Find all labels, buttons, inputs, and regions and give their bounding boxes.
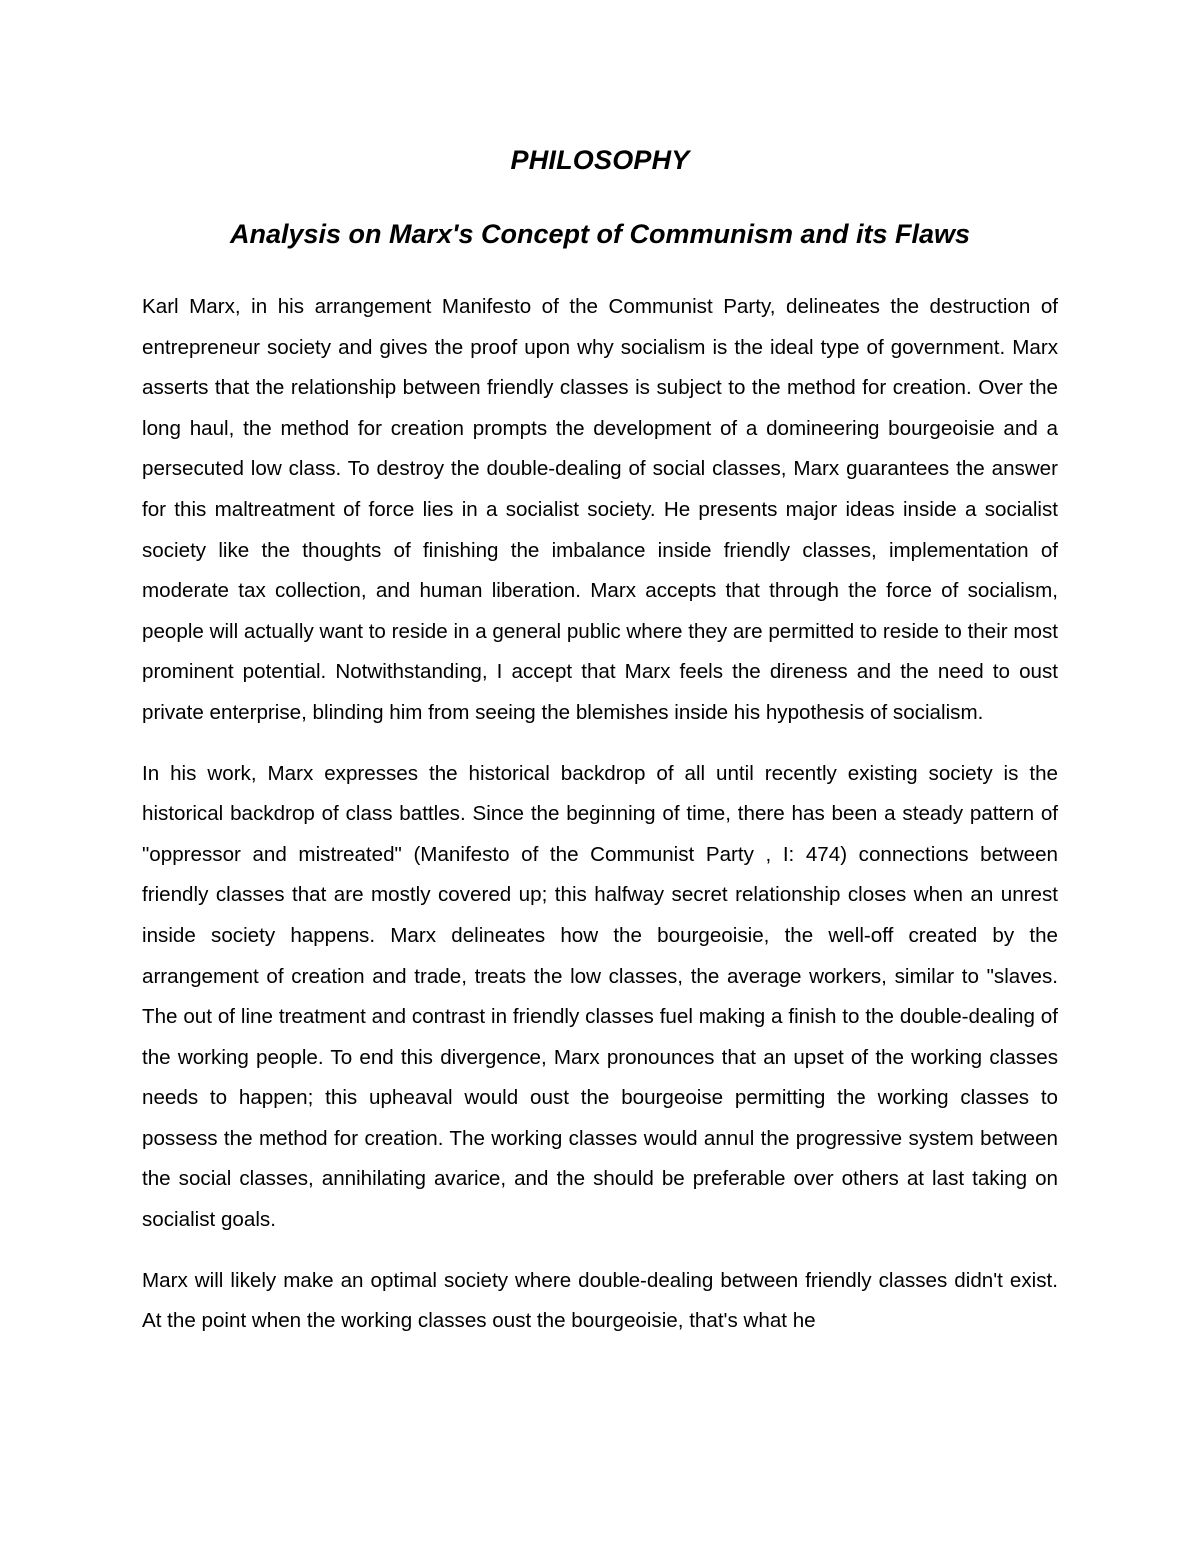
paragraph-1: Karl Marx, in his arrangement Manifesto of the Communist Party, delineates the destruction of entrepreneur society and gives the proof upon why socialism is the ideal type of government. Marx asserts that the relationship between friendly classes is subject to the method for creation. Over the long haul, the method for creation prompts the development of a domineering bourgeoisie and a persecuted low class. To destroy the double-dealing of social classes, Marx guarantees the answer for this maltreatment of force lies in a socialist society. He presents major ideas inside a socialist society like the thoughts of finishing the imbalance inside friendly classes, implementation of moderate tax collection, and human liberation. Marx accepts that through the force of socialism, people will actually want to reside in a general public where they are permitted to reside to their most prominent potential. Notwithstanding, I accept that Marx feels the direness and the need to oust private enterprise, blinding him from seeing the blemishes inside his hypothesis of socialism. [142,295,1058,724]
document-title: Analysis on Marx's Concept of Communism and its Flaws [229,219,971,249]
paragraph-3: Marx will likely make an optimal society where double-dealing between friendly classes didn't exist. At the point when the working classes oust the bourgeoisie, that's what he [142,1268,1058,1333]
document-body [142,140,1058,1342]
paragraph-2: In his work, Marx expresses the historical backdrop of all until recently existing society is the historical backdrop of class battles. Since the beginning of time, there has been a steady pattern of "oppressor and mistreated" (Manifesto of the Communist Party , I: 474) connections between friendly classes that are mostly covered up; this halfway secret relationship closes when an unrest inside society happens. Marx delineates how the bourgeoisie, the well-off created by the arrangement of creation and trade, treats the low classes, the average workers, similar to "slaves. The out of line treatment and contrast in friendly classes fuel making a finish to the double-dealing of the working people. To end this divergence, Marx pronounces that an upset of the working classes needs to happen; this upheaval would oust the bourgeoise permitting the working classes to possess the method for creation. The working classes would annul the progressive system between the social classes, annihilating avarice, and the should be preferable over others at last taking on socialist goals. [142,761,1058,1232]
document-heading: PHILOSOPHY [510,145,690,175]
